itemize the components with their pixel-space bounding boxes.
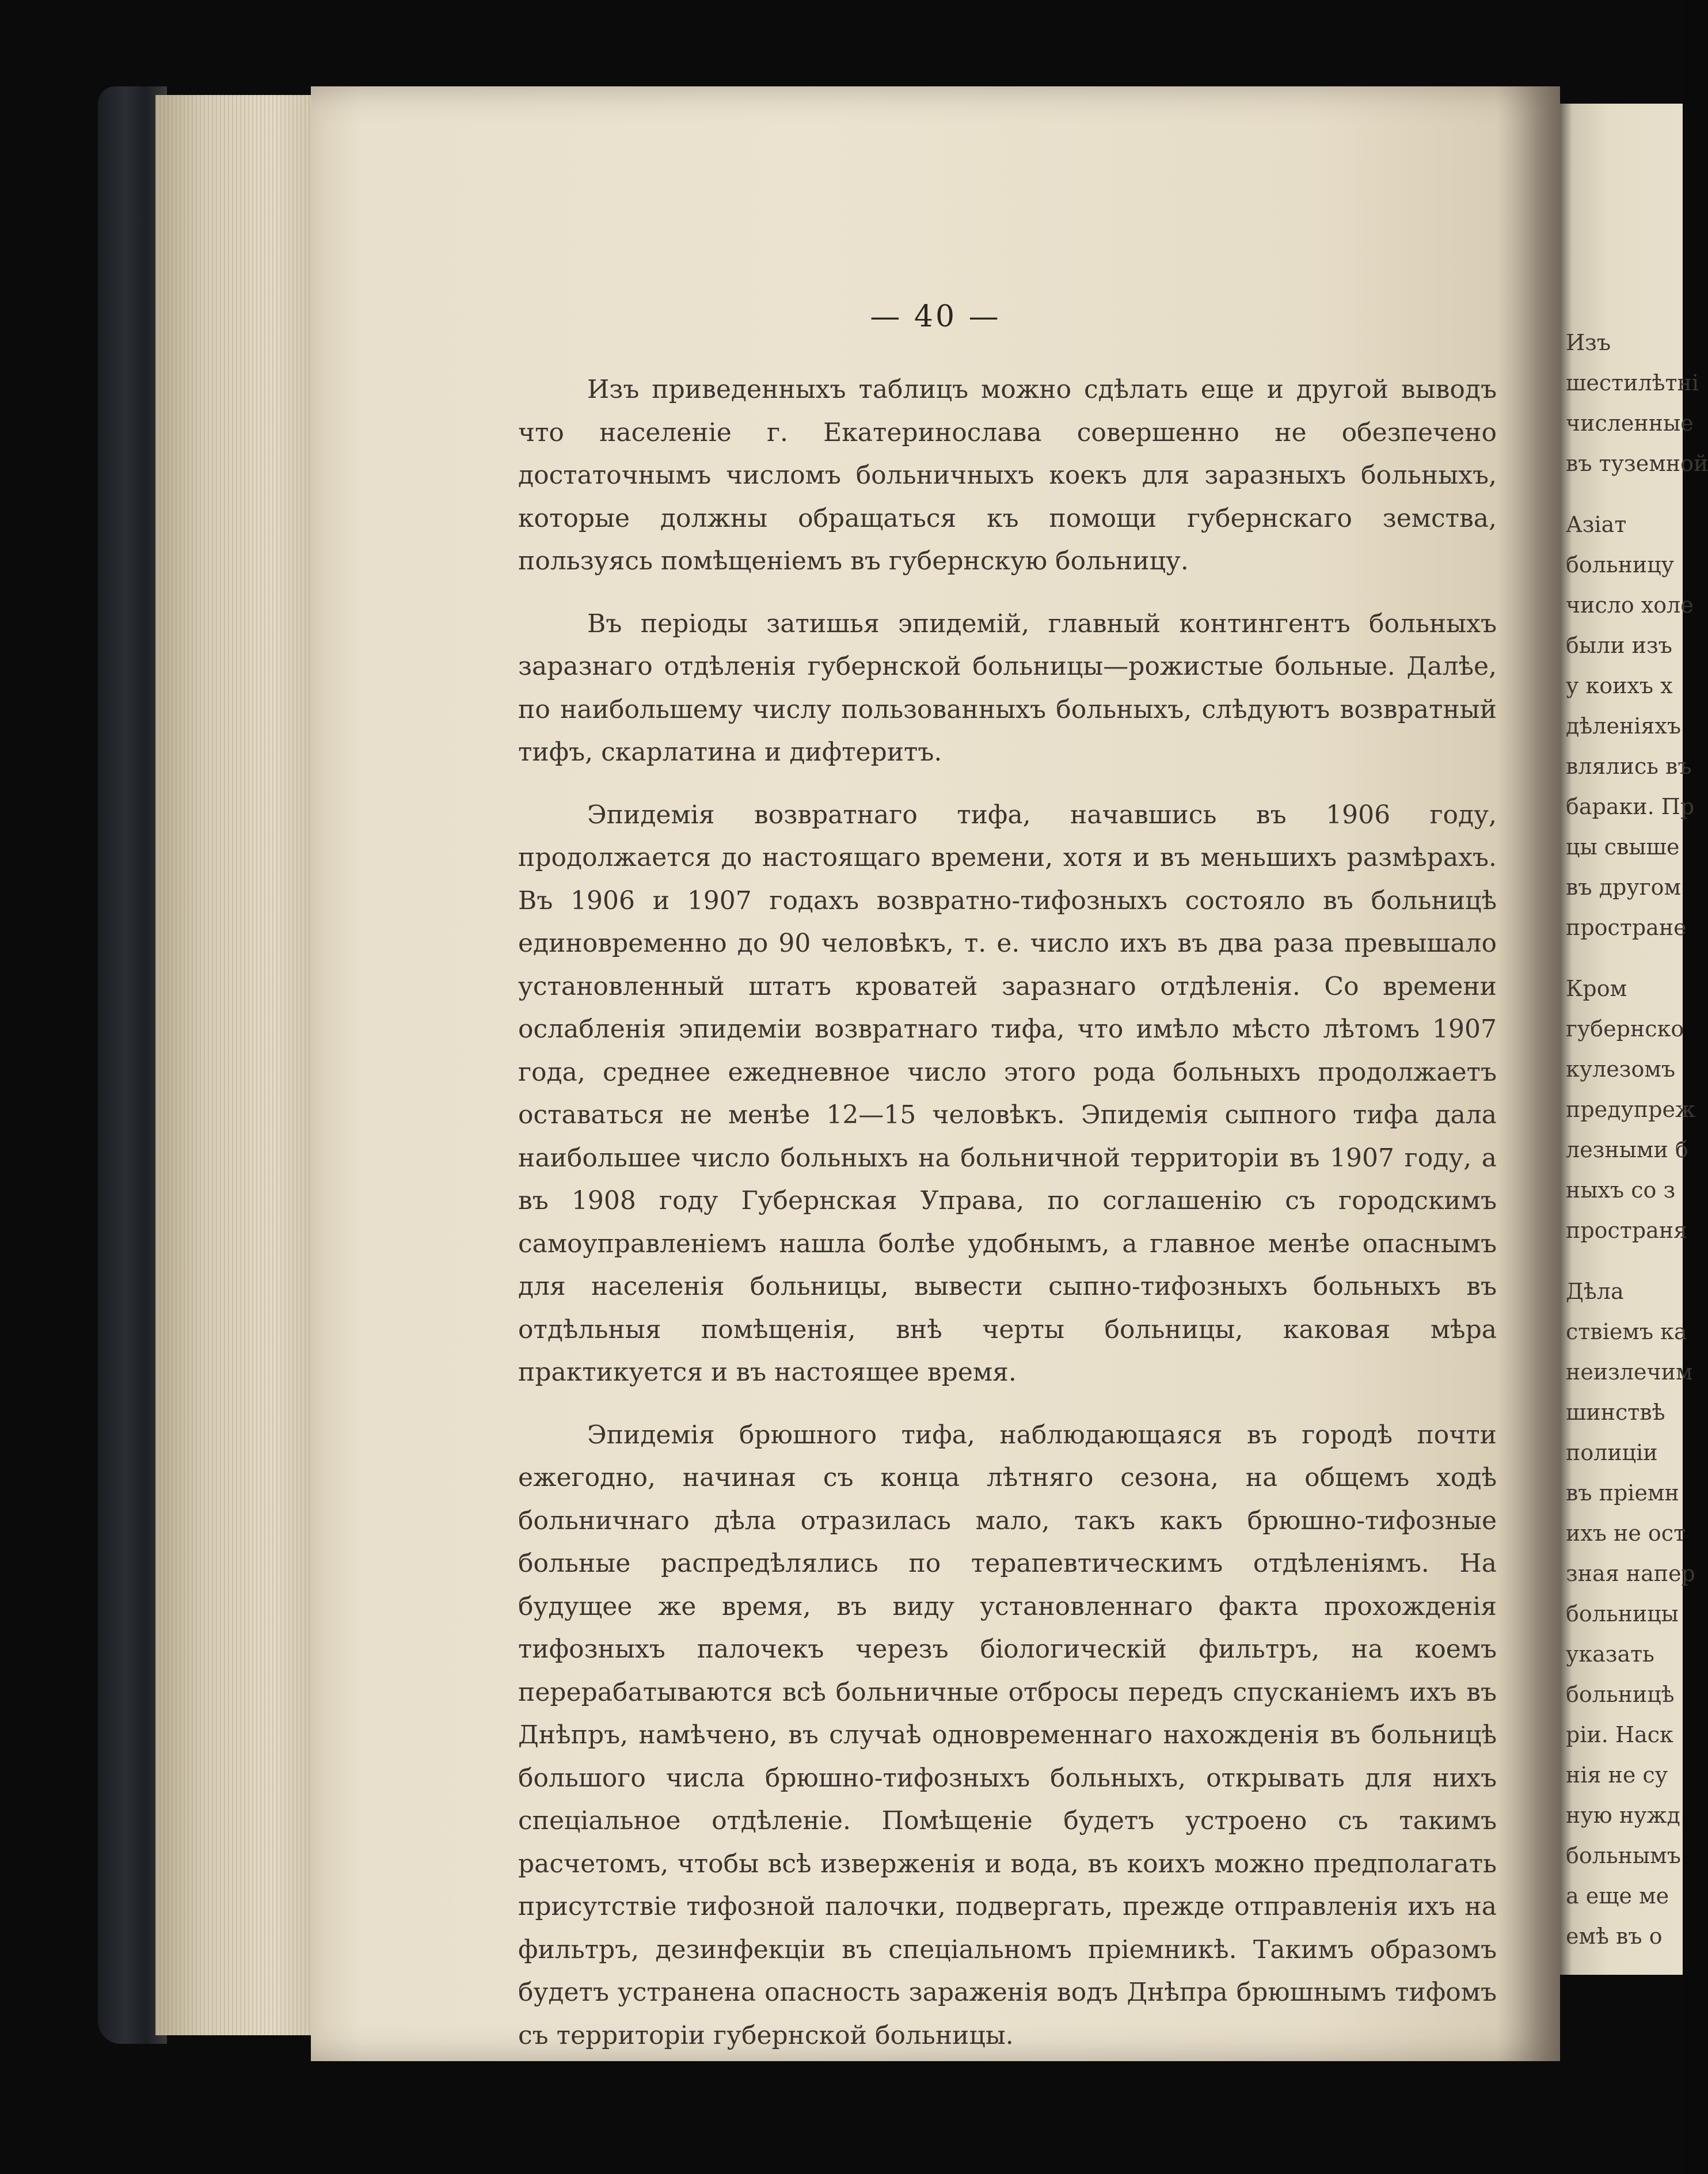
next-page-line: численные (1566, 411, 1694, 436)
next-page-line: дѣленіяхъ (1566, 713, 1682, 739)
next-page-line: емѣ въ о (1566, 1924, 1663, 1949)
next-page-line: бараки. Пр (1566, 794, 1695, 819)
next-page-line: больницѣ (1566, 1682, 1675, 1707)
page-text (518, 368, 1497, 2077)
next-page-line (1566, 948, 1687, 968)
next-page-line: пространя (1566, 1218, 1688, 1243)
next-page-line (1566, 484, 1687, 504)
next-page-line: Азіат (1566, 512, 1627, 537)
next-page-line: неизлечим (1566, 1359, 1693, 1385)
page-number: — 40 — (870, 299, 1001, 334)
next-page-line: больницу (1566, 552, 1675, 577)
next-page-line: Дѣла (1566, 1279, 1624, 1304)
next-page-line: ствіемъ ка (1566, 1319, 1687, 1344)
next-page-line: число холе (1566, 592, 1694, 618)
next-page-line: шестилѣтні (1566, 370, 1699, 396)
next-page-line: пространe (1566, 915, 1687, 940)
paragraph-2: Въ періоды затишья эпидемій, главный контингентъ больныхъ заразнаго отдѣленія губернской больницы—рожистые больные. Далѣе, по наибольшему числу пользованныхъ больныхъ, слѣдуютъ возвратный тифъ, скарлатина и дифтеритъ. (518, 609, 1497, 767)
next-page-line: въ туземной (1566, 451, 1708, 476)
next-page-line: Кром (1566, 976, 1627, 1001)
paragraph-4: Эпидемія брюшного тифа, наблюдающаяся въ городѣ почти ежегодно, начиная съ конца лѣтняго сезона, на общемъ ходѣ больничнаго дѣла отразилась мало, такъ какъ брюшно-тифозные больные распредѣлялись по терапевтическимъ отдѣленіямъ. На будущее же время, въ виду установленнаго факта прохожденія тифозныхъ палочекъ черезъ біологическій фильтръ, на коемъ перерабатываются всѣ больничные отбросы передъ спусканіемъ ихъ въ Днѣпръ, намѣчено, въ случаѣ одновременнаго нахожденія въ больницѣ большого числа брюшно-тифозныхъ больныхъ, открывать для нихъ спеціальное отдѣленіе. Помѣщеніе будетъ устроено съ такимъ расчетомъ, чтобы всѣ изверженія и вода, въ коихъ можно предполагать присутствіе тифозной палочки, подвергать, прежде отправленія ихъ на фильтръ, дезинфекціи въ спеціальномъ пріемникѣ. Такимъ образомъ будетъ устранена опасность зараженія водъ Днѣпра брюшнымъ тифомъ съ территоріи губернской больницы. (518, 1420, 1497, 2050)
paragraph-3: Эпидемія возвратнаго тифа, начавшись въ 1906 году, продолжается до настоящаго времени, хотя и въ меньшихъ размѣрахъ. Въ 1906 и 1907 годахъ возвратно-тифозныхъ состояло въ больницѣ единовременно до 90 человѣкъ, т. е. число ихъ въ два раза превышало установленный штатъ кроватей заразнаго отдѣленія. Со времени ослабленія эпидеміи возвратнаго тифа, что имѣло мѣсто лѣтомъ 1907 года, среднее ежедневное число этого рода больныхъ продолжаетъ оставаться не менѣе 12—15 человѣкъ. Эпидемія сыпного тифа дала наибольшее число больныхъ на больничной территоріи въ 1907 году, а въ 1908 году Губернская Управа, по соглашенію съ городскимъ самоуправленіемъ нашла болѣе удобнымъ, а главное менѣе опаснымъ для населенія больницы, вывести сыпно-тифозныхъ больныхъ въ отдѣльныя помѣщенія, внѣ черты больницы, каковая мѣра практикуется и въ настоящее время. (518, 800, 1497, 1387)
next-page-line: шинствѣ (1566, 1400, 1665, 1425)
next-page-line: а еще ме (1566, 1883, 1669, 1909)
next-page-line: въ другом (1566, 875, 1682, 900)
next-page-line: ихъ не ост (1566, 1521, 1686, 1546)
next-page-line: ріи. Наск (1566, 1722, 1673, 1747)
next-page-line: губернско (1566, 1016, 1684, 1042)
paragraph-1: Изъ приведенныхъ таблицъ можно сдѣлать еще и другой выводъ что населеніе г. Екатеринослава совершенно не обезпечено достаточнымъ числомъ больничныхъ коекъ для заразныхъ больныхъ, которые должны обращаться къ помощи губернскаго земства, пользуясь помѣщеніемъ въ губернскую больницу. (518, 375, 1497, 576)
next-page-line: Изъ (1566, 330, 1611, 355)
next-page-line (1566, 1251, 1687, 1271)
next-page-line: у коихъ х (1566, 673, 1673, 698)
next-page-line: въ пріемн (1566, 1480, 1679, 1506)
next-page-line: влялись въ (1566, 754, 1692, 779)
page-stack-edges (155, 95, 322, 2035)
next-page-line: зная напер (1566, 1561, 1695, 1586)
next-page-line: цы свыше (1566, 834, 1680, 860)
next-page-line: предупреж (1566, 1097, 1695, 1122)
next-page-line: ную нужд (1566, 1803, 1680, 1828)
next-page-line: указать (1566, 1641, 1654, 1667)
next-page-line: нія не су (1566, 1762, 1668, 1788)
next-page-line: больнымъ (1566, 1843, 1681, 1868)
next-page-text (1566, 322, 1708, 1956)
book-page (311, 86, 1560, 2061)
next-page-line: кулезомъ (1566, 1056, 1676, 1082)
next-page-line: были изъ (1566, 633, 1672, 658)
next-page-line: полиціи (1566, 1440, 1658, 1465)
next-page-line: лезными б (1566, 1137, 1688, 1162)
next-page-line: ныхъ со з (1566, 1177, 1676, 1203)
next-page-line: больницы (1566, 1601, 1679, 1626)
